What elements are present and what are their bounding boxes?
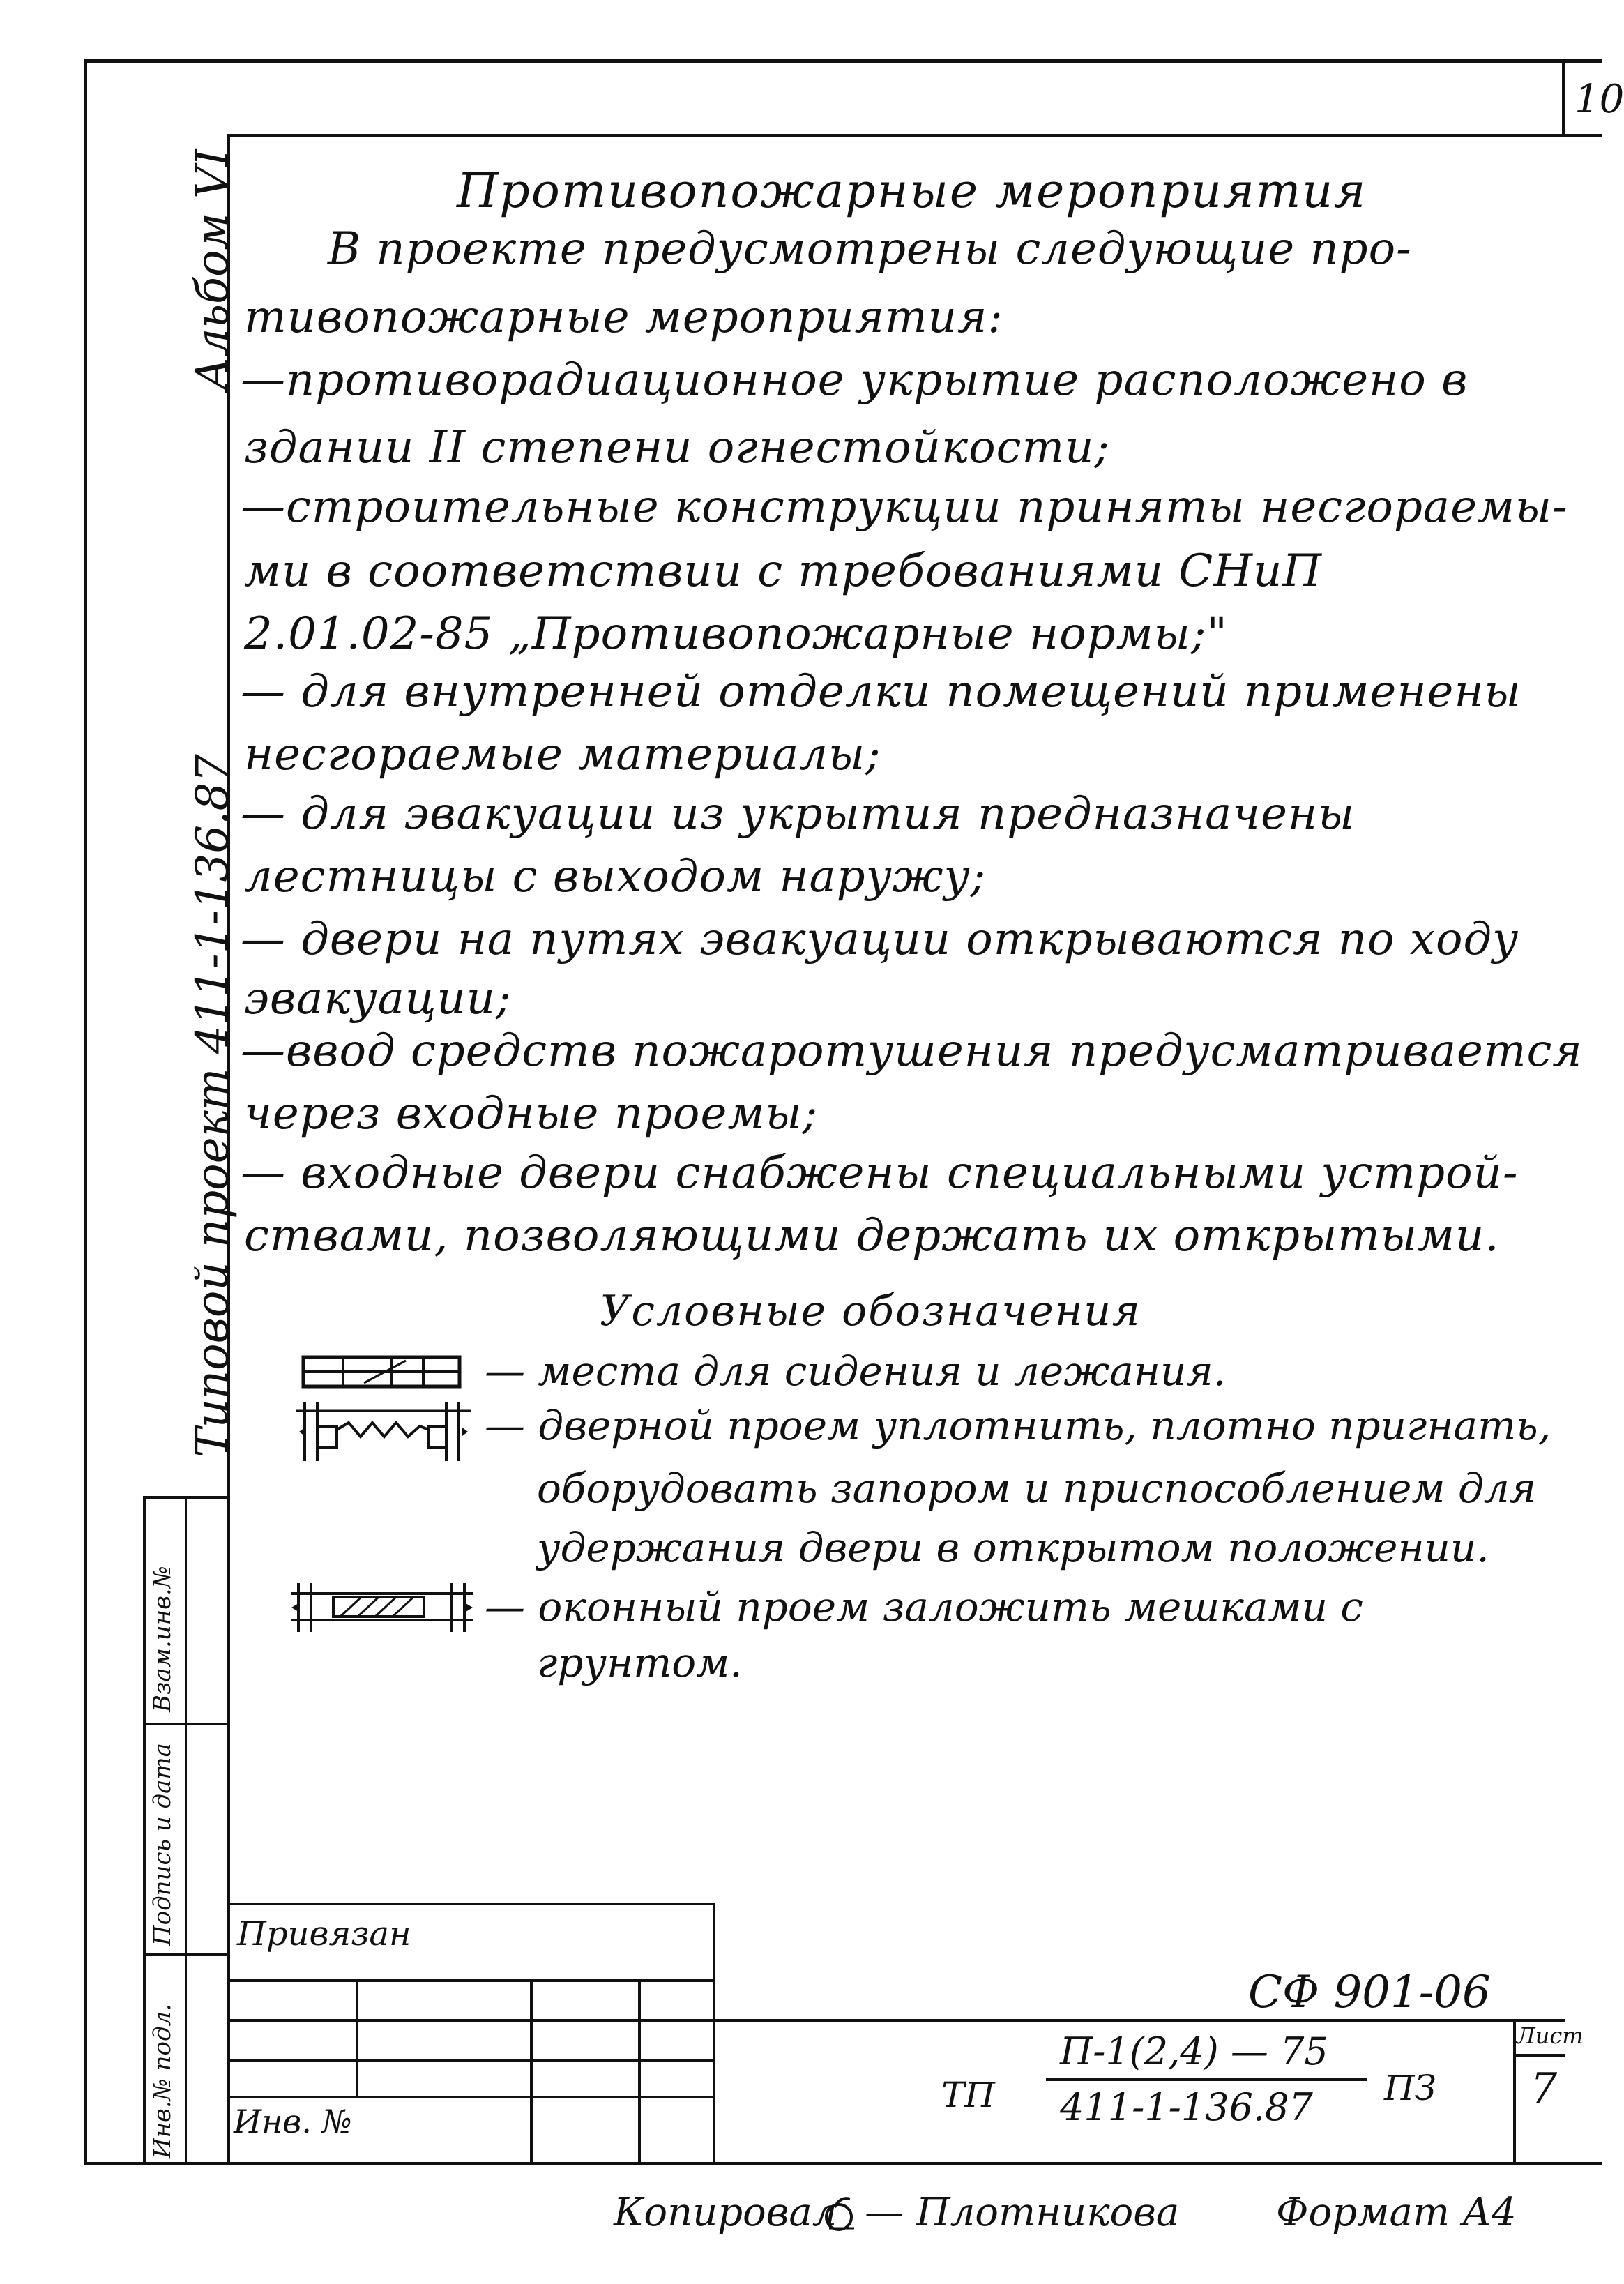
body-line: —строительные конструкции приняты несгораемы- bbox=[241, 481, 1568, 533]
stamp-col-line-2 bbox=[530, 1979, 533, 2165]
stamp-designation-top: П-1(2,4) — 75 bbox=[1060, 2029, 1328, 2073]
page-title: Противопожарные мероприятия bbox=[457, 164, 1367, 219]
stamp-doc-type: ПЗ bbox=[1384, 2068, 1436, 2108]
stamp-inv-no: Инв. № bbox=[234, 2103, 352, 2140]
left-stamp-vzam-inv: Взам.инв.№ bbox=[149, 1566, 176, 1712]
stamp-sheet-number: 7 bbox=[1531, 2064, 1558, 2113]
legend-item-1-text: — места для сидения и лежания. bbox=[485, 1347, 1227, 1395]
stamp-tp-label: ТП bbox=[941, 2075, 995, 2115]
body-line: через входные проемы; bbox=[244, 1088, 819, 1140]
footer-copied-by: — Плотникова bbox=[865, 2190, 1180, 2235]
legend-item-2-line-3: удержания двери в открытом положении. bbox=[537, 1524, 1489, 1571]
stamp-top-line-left bbox=[227, 1903, 715, 1905]
frame-top-line bbox=[84, 59, 1602, 63]
body-line: тивопожарные мероприятия: bbox=[244, 292, 1003, 343]
body-line: ми в соответствии с требованиями СНиП bbox=[244, 545, 1323, 597]
body-line: 2.01.02-85 „Противопожарные нормы;" bbox=[244, 608, 1228, 660]
stamp-row-line-4 bbox=[227, 2096, 715, 2098]
body-line: ствами, позволяющими держать их открытыми. bbox=[244, 1210, 1500, 1262]
stamp-sheet-left-line bbox=[1513, 2019, 1516, 2165]
stamp-designation-bottom: 411-1-136.87 bbox=[1060, 2085, 1313, 2129]
body-line: несгораемые материалы; bbox=[244, 729, 881, 780]
body-line: — входные двери снабжены специальными устрой- bbox=[241, 1147, 1519, 1199]
corner-box-bottom-line bbox=[1562, 134, 1602, 137]
body-line: — двери на путях эвакуации открываются по ходу bbox=[241, 914, 1519, 965]
body-line: —ввод средств пожаротушения предусматривается bbox=[241, 1025, 1583, 1077]
legend-title: Условные обозначения bbox=[600, 1287, 1141, 1336]
legend-item-3-line-2: грунтом. bbox=[537, 1639, 743, 1686]
left-stamp-inv-podl: Инв.№ подл. bbox=[149, 2004, 176, 2158]
body-line: лестницы с выходом наружу; bbox=[244, 851, 987, 902]
stamp-row-line-2 bbox=[227, 2019, 1565, 2022]
left-stamp-divider-a bbox=[143, 1496, 146, 2165]
stamp-fraction-line bbox=[1046, 2078, 1367, 2081]
stamp-privyazan-right-line bbox=[713, 1903, 715, 2165]
corner-page-number: 10 bbox=[1574, 77, 1624, 122]
frame-left-line bbox=[84, 59, 87, 2165]
inner-frame-top-line bbox=[227, 134, 1565, 137]
legend-item-2-line-2: оборудовать запором и приспособлением для bbox=[537, 1465, 1537, 1512]
corner-box-left-line bbox=[1562, 59, 1565, 136]
left-stamp-podpis-data: Подпись и дата bbox=[149, 1743, 176, 1946]
footer-format: Формат А4 bbox=[1276, 2190, 1517, 2235]
stamp-sheet-mid-line bbox=[1513, 2054, 1565, 2057]
stamp-privyazan: Привязан bbox=[237, 1914, 411, 1953]
stamp-col-line-1 bbox=[356, 1979, 358, 2096]
album-label: Альбом VI bbox=[187, 149, 238, 391]
body-line: — для внутренней отделки помещений применены bbox=[241, 666, 1521, 718]
footer-copied: Копировал bbox=[614, 2190, 837, 2235]
body-line: — для эвакуации из укрытия предназначены bbox=[241, 788, 1356, 840]
body-line: В проекте предусмотрены следующие про- bbox=[328, 223, 1412, 275]
body-line: здании II степени огнестойкости; bbox=[244, 422, 1110, 474]
copyist-signature-icon bbox=[819, 2193, 861, 2235]
legend-item-3-line-1: — оконный проем заложить мешками с bbox=[485, 1583, 1363, 1631]
window-sandbag-icon bbox=[291, 1580, 473, 1635]
left-stamp-divider-b bbox=[185, 1496, 187, 2165]
typical-project-label: Типовой проект 411-1-136.87 bbox=[187, 754, 238, 1458]
legend-item-2-line-1: — дверной проем уплотнить, плотно пригнать, bbox=[485, 1402, 1551, 1449]
body-line: эвакуации; bbox=[244, 973, 512, 1024]
stamp-sheet-label: Лист bbox=[1517, 2022, 1584, 2049]
door-seal-icon bbox=[296, 1398, 471, 1465]
stamp-col-line-3 bbox=[638, 1979, 641, 2165]
frame-bottom-line bbox=[84, 2162, 1602, 2165]
stamp-code: СФ 901-06 bbox=[1248, 1967, 1491, 2018]
body-line: —противорадиационное укрытие расположено в bbox=[241, 354, 1469, 406]
stamp-row-line-3 bbox=[227, 2059, 715, 2062]
stamp-row-line-1 bbox=[227, 1979, 715, 1982]
seat-bench-icon bbox=[301, 1355, 462, 1390]
